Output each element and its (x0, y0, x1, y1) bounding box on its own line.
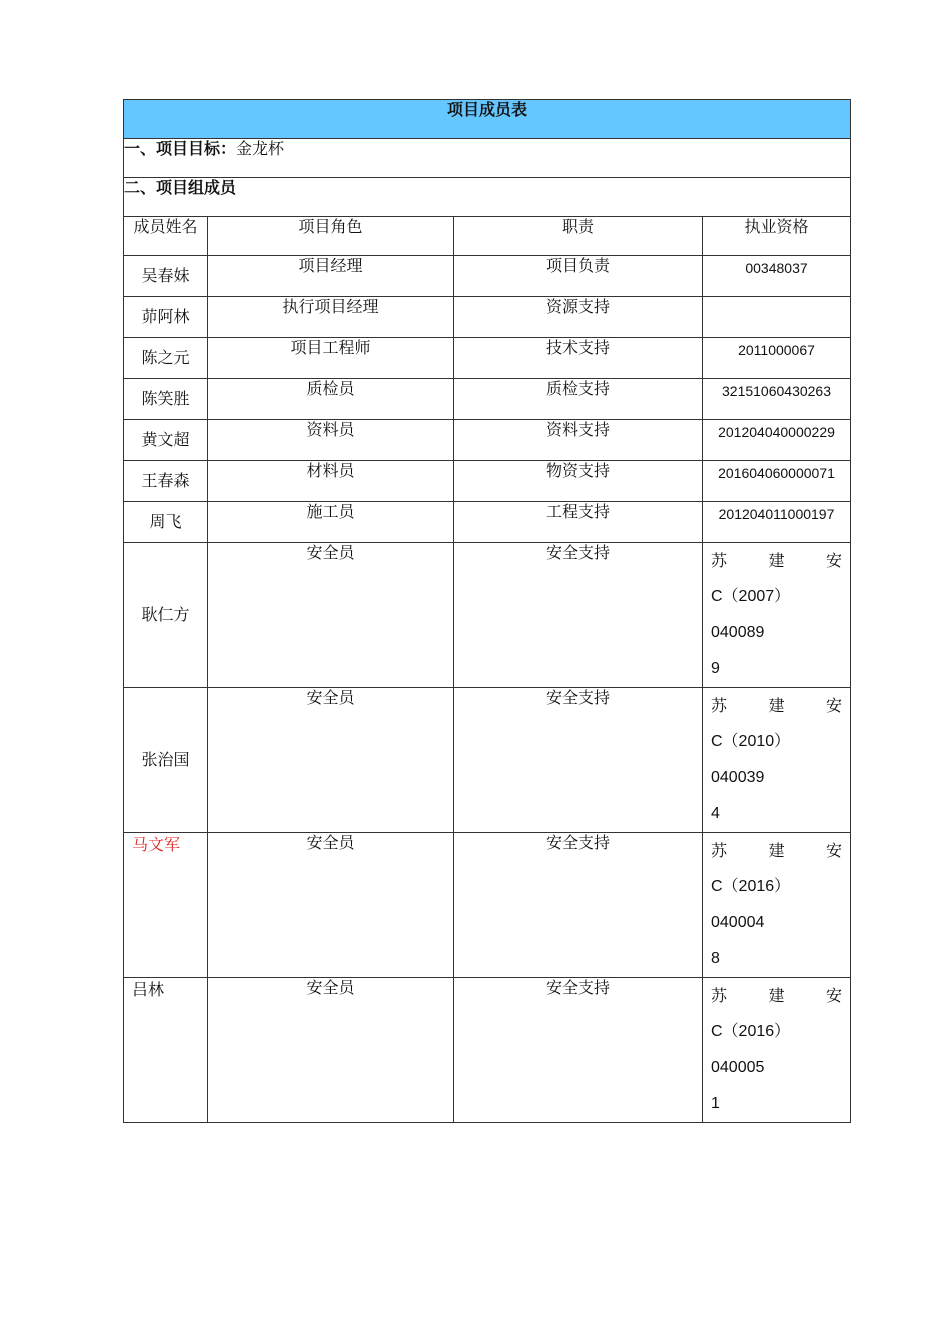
member-role: 项目经理 (208, 256, 454, 297)
cert-line: 1 (711, 1095, 720, 1112)
member-role: 安全员 (208, 543, 454, 688)
table-row (124, 543, 851, 688)
member-duty: 资料支持 (454, 420, 703, 461)
member-duty: 安全支持 (454, 978, 703, 1123)
goal-label: 一、项目目标： (124, 139, 237, 158)
cert-line: C（2007）040089 (711, 588, 791, 641)
member-cert: 00348037 (703, 256, 851, 297)
member-duty: 安全支持 (454, 833, 703, 978)
cert-prefix-char: 安 (826, 696, 843, 715)
member-cert: 201204011000197 (703, 502, 851, 543)
member-role: 安全员 (208, 833, 454, 978)
members-section-label: 二、项目组成员 (124, 178, 237, 197)
member-role: 质检员 (208, 379, 454, 420)
member-role: 项目工程师 (208, 338, 454, 379)
cert-prefix-char: 苏 (711, 551, 728, 570)
member-name: 王春森 (124, 461, 208, 502)
project-members-table (123, 99, 851, 1123)
cert-prefix-char: 建 (768, 696, 785, 715)
member-role: 执行项目经理 (208, 297, 454, 338)
member-role: 资料员 (208, 420, 454, 461)
table-row (124, 978, 851, 1123)
cert-prefix-char: 苏 (711, 841, 728, 860)
member-cert: 201204040000229 (703, 420, 851, 461)
cert-prefix (711, 543, 842, 579)
table-row (124, 420, 851, 461)
table-row (124, 379, 851, 420)
member-role: 安全员 (208, 688, 454, 833)
goal-cell (124, 139, 851, 178)
member-cert (703, 978, 851, 1123)
header-name: 成员姓名 (124, 217, 208, 256)
member-role: 施工员 (208, 502, 454, 543)
member-duty: 物资支持 (454, 461, 703, 502)
cert-prefix-char: 建 (768, 986, 785, 1005)
cert-prefix (711, 688, 842, 724)
table-title: 项目成员表 (124, 100, 851, 139)
members-section-row (124, 178, 851, 217)
cert-prefix (711, 978, 842, 1014)
goal-row (124, 139, 851, 178)
member-name: 张治国 (124, 688, 208, 833)
member-name: 吴春妹 (124, 256, 208, 297)
member-name: 茆阿林 (124, 297, 208, 338)
member-duty: 技术支持 (454, 338, 703, 379)
cert-prefix-char: 安 (826, 986, 843, 1005)
member-duty: 安全支持 (454, 688, 703, 833)
cert-prefix-char: 建 (768, 841, 785, 860)
member-cert (703, 833, 851, 978)
cert-line: C（2010）040039 (711, 733, 791, 786)
goal-value: 金龙杯 (236, 139, 285, 158)
cert-line: C（2016）040004 (711, 878, 791, 931)
table-row (124, 688, 851, 833)
header-role: 项目角色 (208, 217, 454, 256)
table-row (124, 461, 851, 502)
header-row (124, 217, 851, 256)
cert-prefix-char: 建 (768, 551, 785, 570)
member-cert: 201604060000071 (703, 461, 851, 502)
member-name: 黄文超 (124, 420, 208, 461)
cert-line: 4 (711, 805, 720, 822)
table-row (124, 256, 851, 297)
cert-prefix-char: 苏 (711, 986, 728, 1005)
members-section-cell (124, 178, 851, 217)
member-duty: 工程支持 (454, 502, 703, 543)
table-row (124, 338, 851, 379)
member-name: 吕林 (124, 978, 208, 1123)
member-cert (703, 543, 851, 688)
cert-prefix-char: 苏 (711, 696, 728, 715)
member-duty: 资源支持 (454, 297, 703, 338)
cert-prefix (711, 833, 842, 869)
member-duty: 项目负责 (454, 256, 703, 297)
cert-line: 8 (711, 950, 720, 967)
member-name: 马文军 (124, 833, 208, 978)
header-duty: 职责 (454, 217, 703, 256)
member-name: 陈之元 (124, 338, 208, 379)
member-cert: 32151060430263 (703, 379, 851, 420)
member-role: 材料员 (208, 461, 454, 502)
table-row (124, 297, 851, 338)
member-cert (703, 297, 851, 338)
member-cert (703, 688, 851, 833)
member-name: 周飞 (124, 502, 208, 543)
cert-line: 9 (711, 660, 720, 677)
cert-line: C（2016）040005 (711, 1023, 791, 1076)
table-row (124, 833, 851, 978)
member-name: 陈笑胜 (124, 379, 208, 420)
member-cert: 2011000067 (703, 338, 851, 379)
header-cert: 执业资格 (703, 217, 851, 256)
member-name: 耿仁方 (124, 543, 208, 688)
cert-prefix-char: 安 (826, 841, 843, 860)
title-row (124, 100, 851, 139)
table-row (124, 502, 851, 543)
member-role: 安全员 (208, 978, 454, 1123)
member-duty: 安全支持 (454, 543, 703, 688)
cert-prefix-char: 安 (826, 551, 843, 570)
member-duty: 质检支持 (454, 379, 703, 420)
